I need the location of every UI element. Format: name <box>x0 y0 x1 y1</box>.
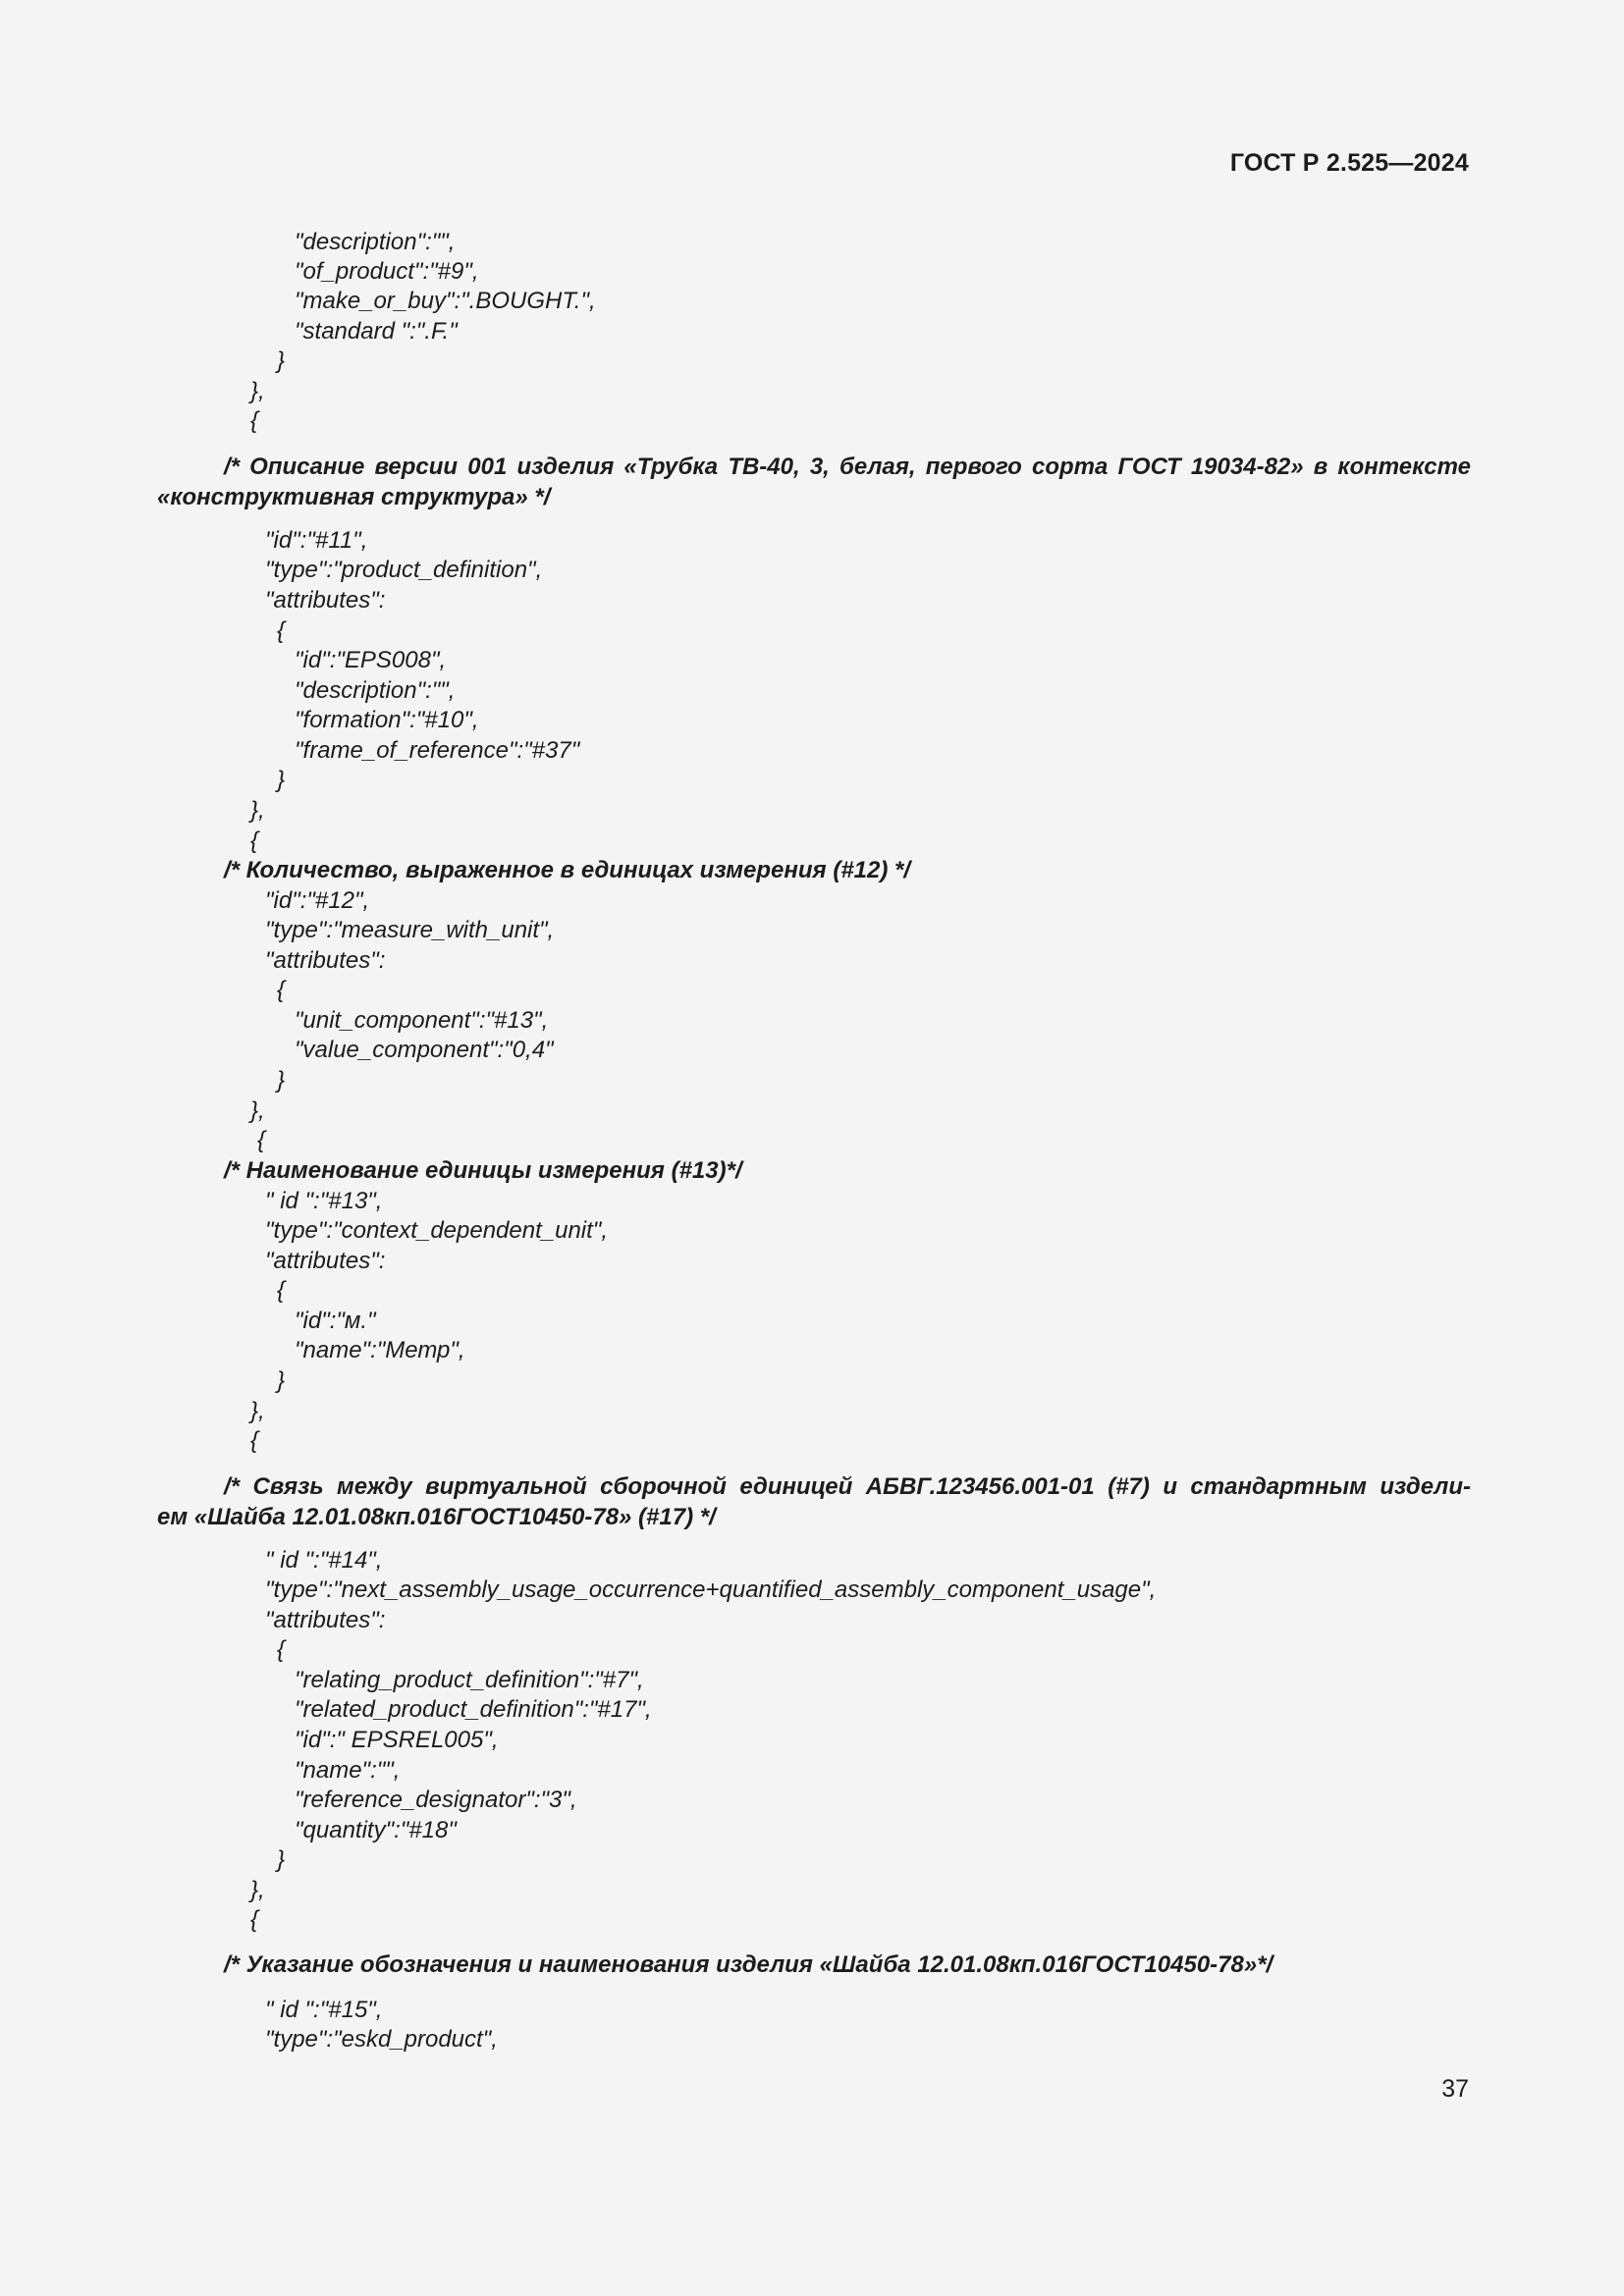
code-line: "id":" EPSREL005", <box>295 1727 499 1753</box>
code-line: "type":"measure_with_unit", <box>265 917 555 943</box>
comment-line: /* Описание версии 001 изделия «Трубка ТВ-40, 3, белая, первого сорта ГОСТ 19034-82» в контексте <box>224 454 1471 480</box>
code-line: { <box>277 1277 286 1304</box>
code-line: "type":"product_definition", <box>265 557 543 583</box>
code-line: "attributes": <box>265 947 386 974</box>
code-line: } <box>277 1067 286 1094</box>
code-line: { <box>277 617 286 644</box>
code-line: "relating_product_definition":"#7", <box>295 1667 644 1693</box>
code-line: "value_component":"0,4" <box>295 1037 554 1063</box>
code-line: "description":"", <box>295 229 456 255</box>
comment-product-designation: /* Указание обозначения и наименования изделия «Шайба 12.01.08кп.016ГОСТ10450-78»*/ <box>224 1951 1273 1978</box>
code-line: { <box>257 1127 266 1153</box>
code-line: }, <box>250 1877 265 1903</box>
code-line: "name":"", <box>295 1757 401 1784</box>
code-line: "type":"eskd_product", <box>265 2026 498 2053</box>
code-line: "formation":"#10", <box>295 707 479 733</box>
code-line: } <box>277 767 286 793</box>
code-line: " id ":"#13", <box>265 1188 383 1214</box>
code-line: "reference_designator":"3", <box>295 1787 577 1813</box>
code-line: "related_product_definition":"#17", <box>295 1696 652 1723</box>
code-line: }, <box>250 378 265 404</box>
code-line: { <box>250 407 259 434</box>
code-line: "id":"м." <box>295 1308 376 1334</box>
code-line: } <box>277 1846 286 1873</box>
code-line: "type":"next_assembly_usage_occurrence+quantified_assembly_component_usage", <box>265 1576 1157 1603</box>
code-line: }, <box>250 1097 265 1124</box>
code-line: "attributes": <box>265 587 386 614</box>
comment-line: ем «Шайба 12.01.08кп.016ГОСТ10450-78» (#17) */ <box>157 1504 716 1530</box>
code-line: " id ":"#15", <box>265 1997 383 2023</box>
code-line: "of_product":"#9", <box>295 258 479 285</box>
page-number: 37 <box>1441 2075 1469 2103</box>
code-line: } <box>277 347 286 374</box>
comment-assembly-link <box>157 1471 1471 1532</box>
code-line: "make_or_buy":".BOUGHT.", <box>295 288 596 314</box>
code-line: "attributes": <box>265 1248 386 1274</box>
code-line: }, <box>250 1398 265 1424</box>
code-line: "description":"", <box>295 677 456 704</box>
code-line: "attributes": <box>265 1607 386 1633</box>
code-line: } <box>277 1367 286 1394</box>
code-line: "quantity":"#18" <box>295 1817 457 1843</box>
code-line: "standard ":".F." <box>295 318 458 345</box>
comment-line: «конструктивная структура» */ <box>157 484 551 510</box>
comment-line: /* Связь между виртуальной сборочной единицей АБВГ.123456.001-01 (#7) и стандартным издели- <box>224 1473 1471 1500</box>
code-line: " id ":"#14", <box>265 1547 383 1574</box>
code-line: }, <box>250 797 265 824</box>
code-line: "id":"EPS008", <box>295 647 447 673</box>
code-line: "name":"Метр", <box>295 1337 465 1363</box>
code-line: { <box>250 1427 259 1454</box>
comment-unit-name: /* Наименование единицы измерения (#13)*/ <box>224 1157 742 1184</box>
code-line: { <box>277 1636 286 1663</box>
comment-product-version <box>157 452 1471 512</box>
code-line: "id":"#11", <box>265 527 368 554</box>
code-line: "id":"#12", <box>265 887 370 914</box>
code-line: "frame_of_reference":"#37" <box>295 737 580 764</box>
code-line: "type":"context_dependent_unit", <box>265 1217 608 1244</box>
page-header: ГОСТ Р 2.525—2024 <box>1229 149 1469 177</box>
code-line: { <box>250 828 259 854</box>
comment-quantity: /* Количество, выраженное в единицах измерения (#12) */ <box>224 857 911 883</box>
code-line: { <box>277 977 286 1003</box>
code-line: "unit_component":"#13", <box>295 1007 549 1034</box>
code-line: { <box>250 1906 259 1933</box>
